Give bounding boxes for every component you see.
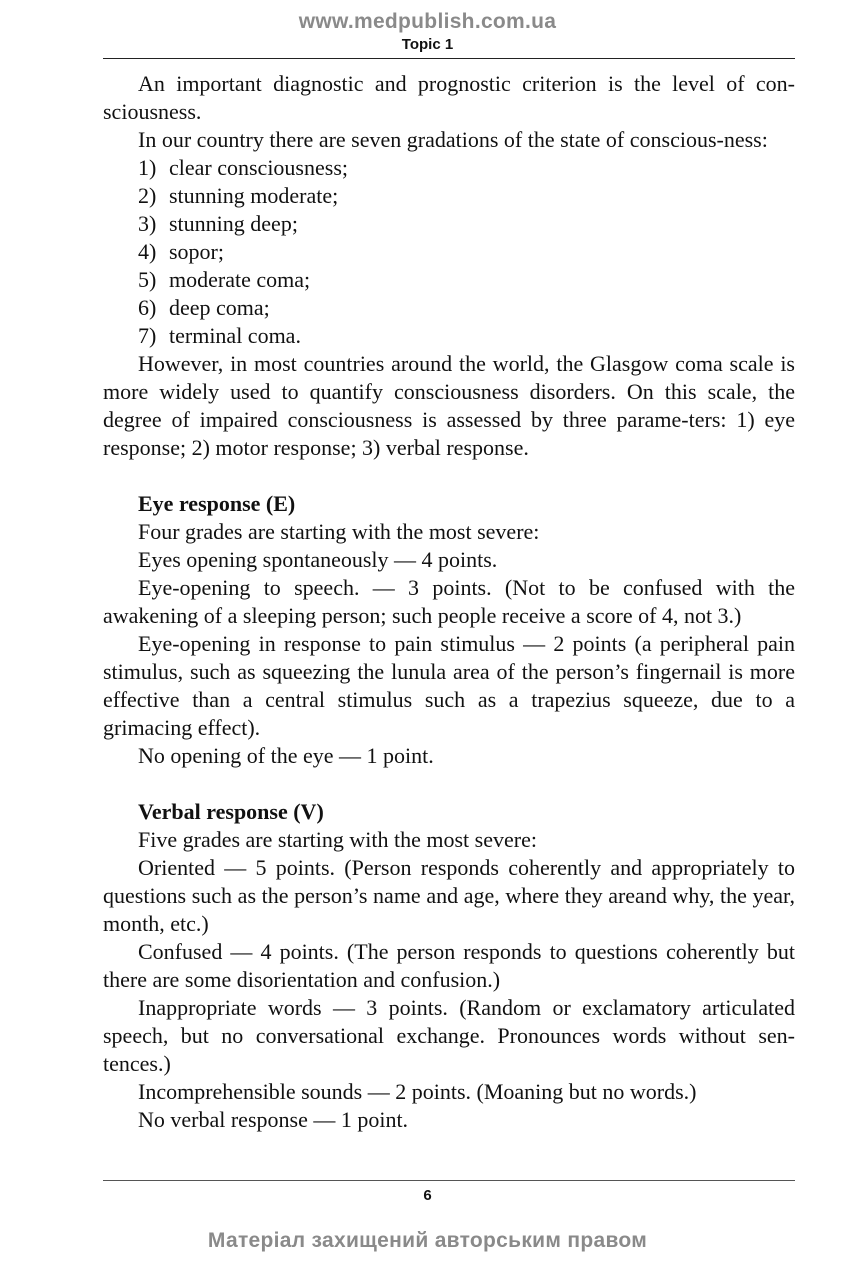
list-item (103, 238, 795, 266)
list-item (103, 266, 795, 294)
list-number: 4) (138, 239, 157, 264)
list-item (103, 154, 795, 182)
list-text: stunning moderate; (169, 183, 339, 208)
list-text: sopor; (169, 239, 224, 264)
header-divider (103, 58, 795, 59)
list-number: 7) (138, 323, 157, 348)
list-number: 5) (138, 267, 157, 292)
list-item (103, 182, 795, 210)
website-watermark: www.medpublish.com.ua (298, 10, 557, 33)
list-number: 1) (138, 155, 157, 180)
copyright-watermark: Матеріал захищений авторським правом (207, 1229, 648, 1252)
verbal-line-3-points: Inappropriate words — 3 points. (Random or exclamatory articulated speech, but no conversational exchange. Pronounces words without sen-tences.) (103, 995, 795, 1076)
eye-line-3-points: Eye-opening to speech. — 3 points. (Not to be confused with the awakening of a sleeping person; such people receive a score of 4, not 3.) (103, 575, 795, 628)
verbal-line-2-points: Incomprehensible sounds — 2 points. (Moaning but no words.) (138, 1079, 697, 1104)
eye-line-intro: Four grades are starting with the most severe: (138, 519, 540, 544)
list-text: terminal coma. (169, 323, 301, 348)
gradations-list (103, 154, 795, 350)
page-body (103, 70, 795, 1134)
verbal-line-5-points: Oriented — 5 points. (Person responds coherently and appropriately to questions such as the person’s name and age, where they areand why, the year, month, etc.) (103, 855, 795, 936)
eye-response-heading: Eye response (E) (138, 491, 296, 516)
list-number: 2) (138, 183, 157, 208)
eye-line-4-points: Eyes opening spontaneously — 4 points. (138, 547, 498, 572)
list-text: stunning deep; (169, 211, 298, 236)
list-item (103, 322, 795, 350)
verbal-line-4-points: Confused — 4 points. (The person responds to questions coherently but there are some disorientation and confusion.) (103, 939, 795, 992)
section-spacer (103, 462, 795, 490)
section-spacer (103, 770, 795, 798)
list-number: 6) (138, 295, 157, 320)
list-text: clear consciousness; (169, 155, 348, 180)
list-item (103, 294, 795, 322)
running-head: Topic 1 (401, 36, 454, 53)
intro-paragraph-2: In our country there are seven gradations of the state of conscious-ness: (138, 127, 768, 152)
page-number: 6 (423, 1187, 432, 1204)
list-text: deep coma; (169, 295, 270, 320)
list-number: 3) (138, 211, 157, 236)
verbal-line-intro: Five grades are starting with the most severe: (138, 827, 537, 852)
intro-paragraph-1: An important diagnostic and prognostic criterion is the level of con-sciousness. (103, 71, 795, 124)
footer-divider (103, 1180, 795, 1181)
verbal-response-heading: Verbal response (V) (138, 799, 324, 824)
verbal-line-1-point: No verbal response — 1 point. (138, 1107, 409, 1132)
list-item (103, 210, 795, 238)
eye-line-1-point: No opening of the eye — 1 point. (138, 743, 434, 768)
glasgow-paragraph: However, in most countries around the world, the Glasgow coma scale is more widely used to quantify consciousness disorders. On this scale, the degree of impaired consciousness is assessed by three parame-ters: 1) eye response; 2) motor response; 3) verbal response. (103, 351, 795, 460)
eye-line-2-points: Eye-opening in response to pain stimulus — 2 points (a peripheral pain stimulus, such as squeezing the lunula area of the person’s fingernail is more effective than a central stimulus such as a trapezius squeeze, due to a grimacing effect). (103, 631, 795, 740)
list-text: moderate coma; (169, 267, 311, 292)
